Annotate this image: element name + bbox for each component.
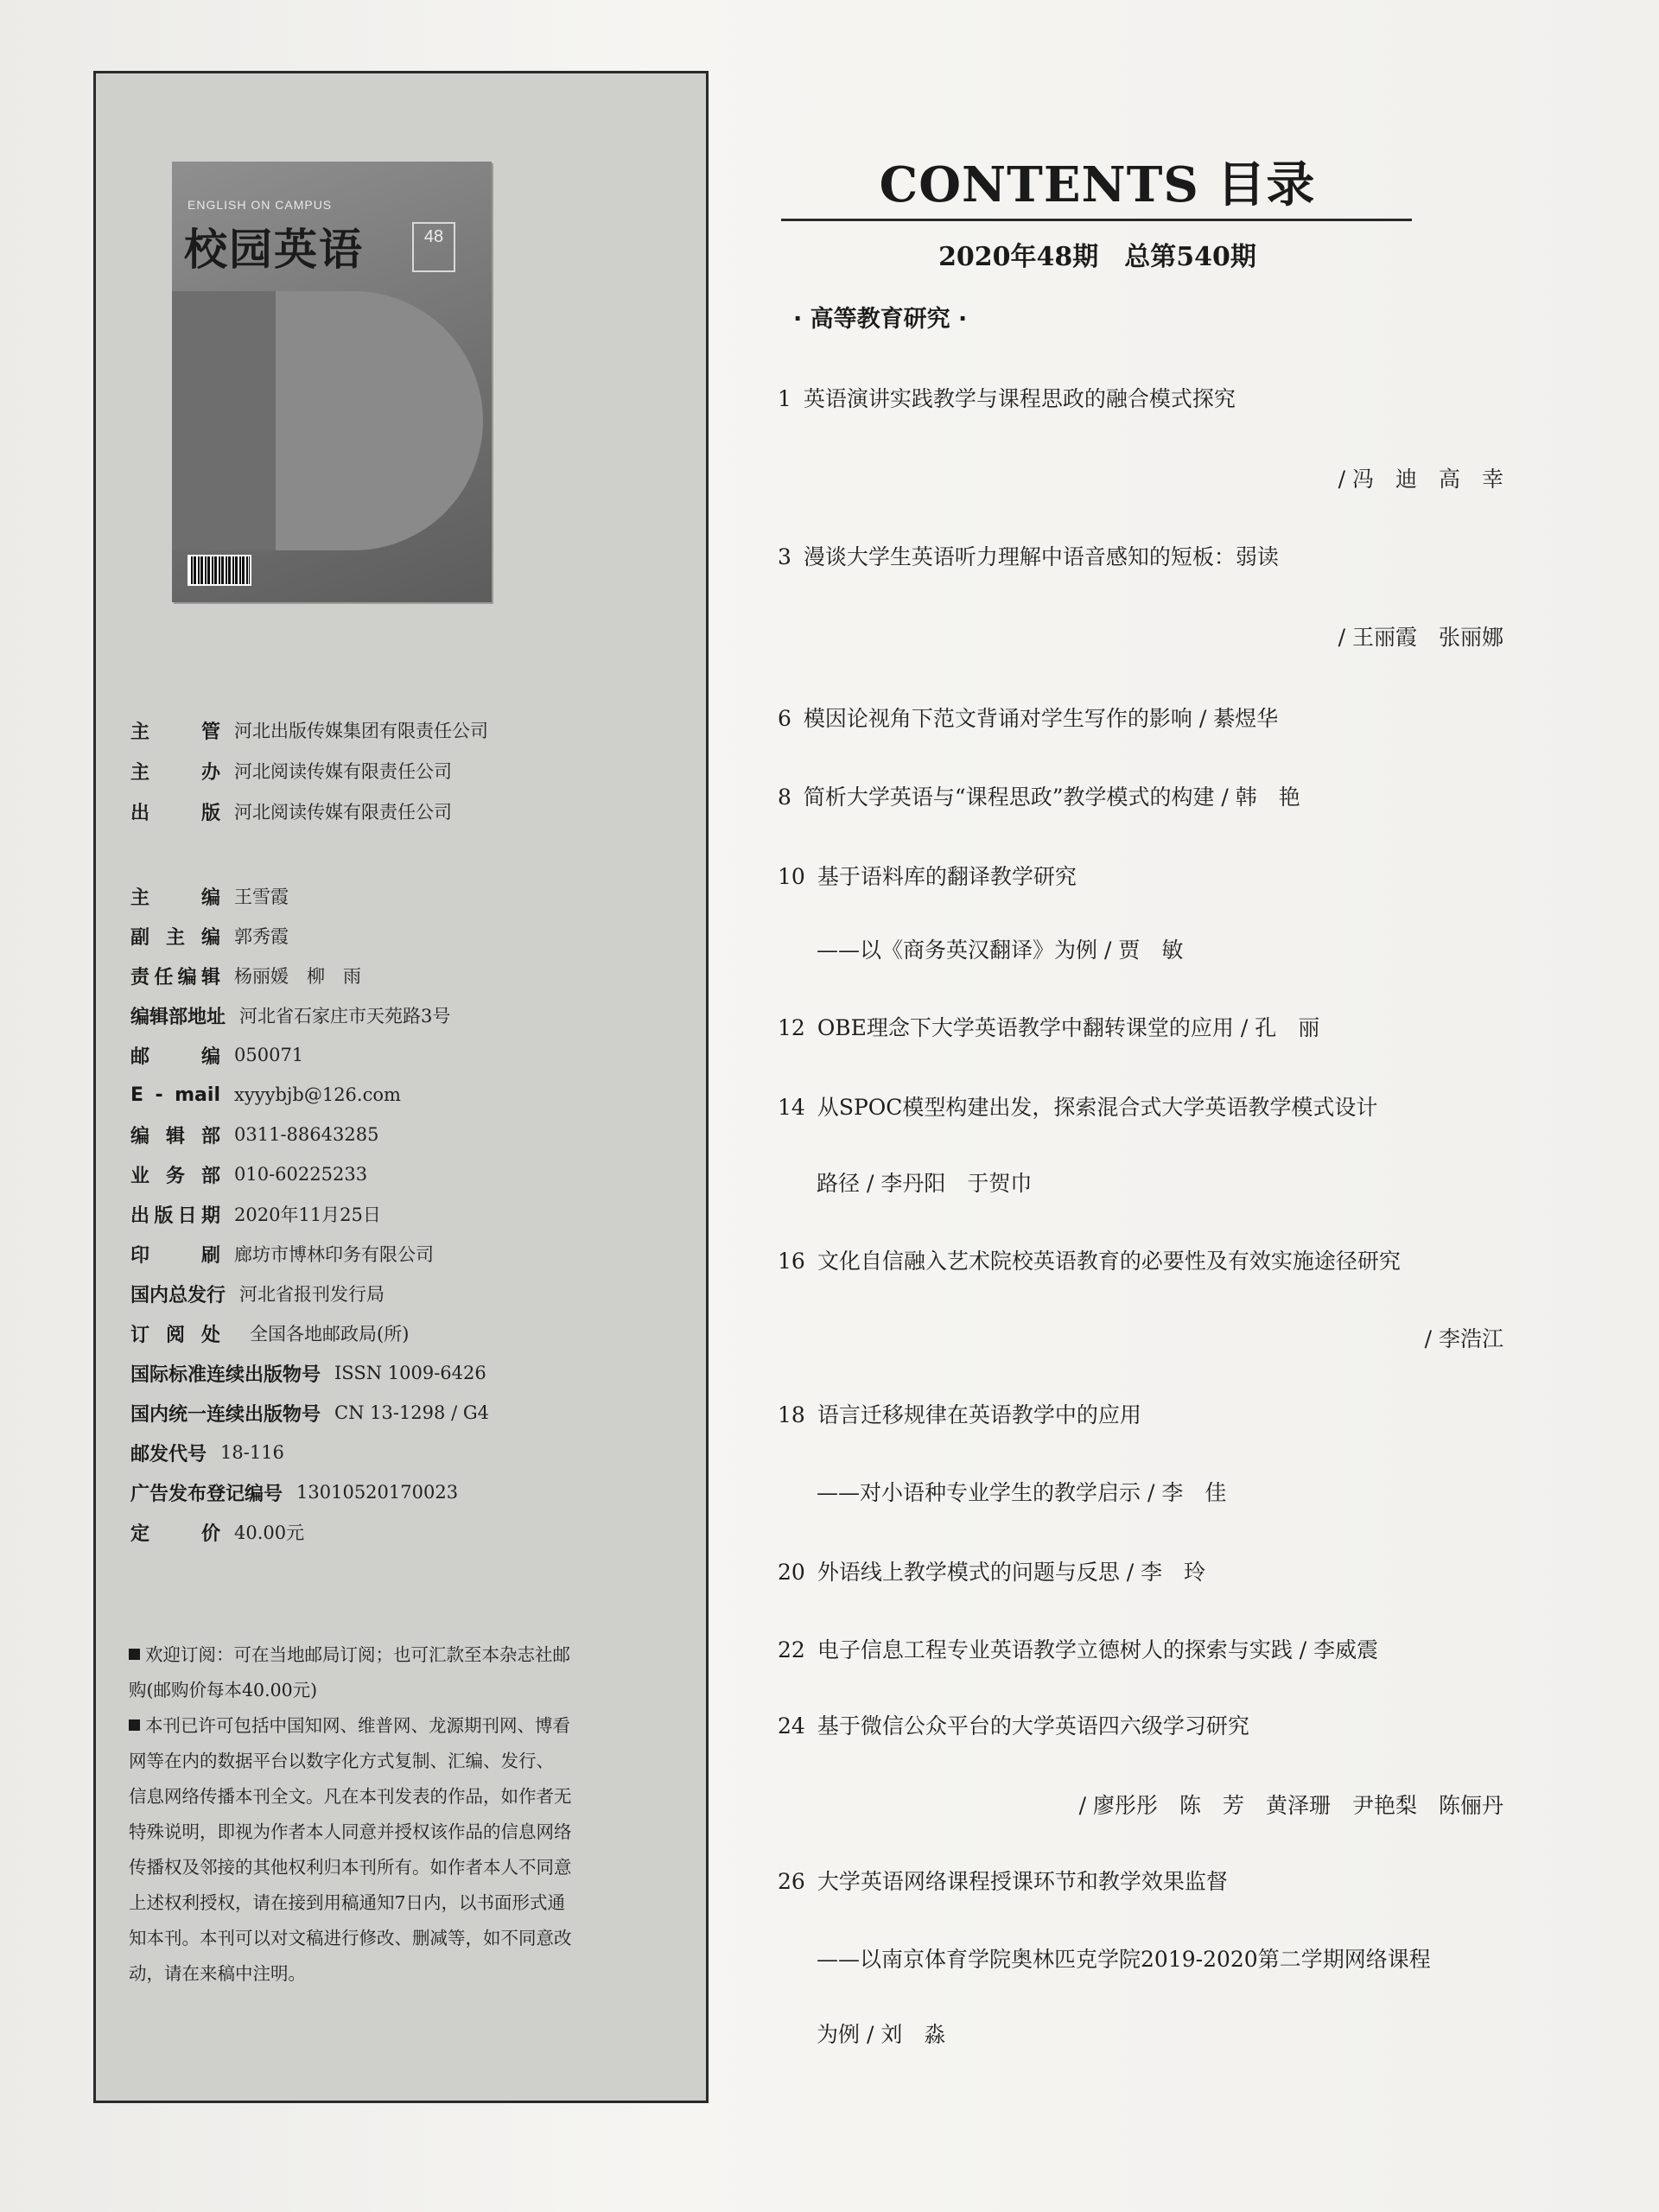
section-heading: · 高等教育研究 · xyxy=(793,306,968,333)
notice-line: 特殊说明，即视为作者本人同意并授权该作品的信息网络 xyxy=(129,1821,572,1842)
bullet-square-icon xyxy=(129,1719,140,1731)
masthead-label: 定 价 xyxy=(130,1522,220,1545)
masthead-row xyxy=(130,879,289,913)
toc-title: 文化自信融入艺术院校英语教育的必要性及有效实施途径研究 xyxy=(817,1249,1401,1274)
cover-title: 校园英语 xyxy=(184,225,364,275)
toc-page-number: 8 xyxy=(778,785,791,810)
toc-continuation: ——以南京体育学院奥林匹克学院2019-2020第二学期网络课程 xyxy=(817,1947,1431,1972)
toc-entry[interactable] xyxy=(778,1090,1377,1122)
masthead-value: 050071 xyxy=(234,1045,304,1065)
masthead-label: 编辑部地址 xyxy=(130,1006,226,1028)
toc-author: / 冯 迪 高 幸 xyxy=(1338,467,1503,492)
toc-page-number: 14 xyxy=(778,1095,805,1120)
masthead-value: ISSN 1009-6426 xyxy=(334,1363,486,1383)
notice-text xyxy=(129,1637,682,1992)
notice-line: 购(邮购价每本40.00元) xyxy=(129,1680,318,1700)
toc-page-number: 18 xyxy=(778,1402,805,1427)
masthead-row xyxy=(130,1395,489,1430)
masthead-value: 河北出版传媒集团有限责任公司 xyxy=(234,721,488,741)
cover-issue-number: 48 xyxy=(412,222,455,272)
masthead-label: 国内统一连续出版物号 xyxy=(130,1403,321,1426)
masthead-value: 河北阅读传媒有限责任公司 xyxy=(234,802,452,823)
toc-entry[interactable] xyxy=(778,1398,1141,1429)
cover-image xyxy=(172,162,492,602)
masthead-label: 主 管 xyxy=(130,721,220,743)
masthead-value: 河北省报刊发行局 xyxy=(239,1284,385,1305)
toc-page-number: 12 xyxy=(778,1015,805,1040)
masthead-label: 业 务 部 xyxy=(130,1165,220,1187)
masthead-value: 40.00元 xyxy=(234,1522,305,1543)
masthead-value: 王雪霞 xyxy=(234,887,289,907)
toc-title: 电子信息工程专业英语教学立德树人的探索与实践 / 李威震 xyxy=(817,1637,1379,1662)
masthead-label: 主 办 xyxy=(130,761,220,784)
masthead-label: 编 辑 部 xyxy=(130,1125,220,1147)
toc-page-number: 24 xyxy=(778,1713,805,1738)
toc-title: 漫谈大学生英语听力理解中语音感知的短板：弱读 xyxy=(803,544,1279,569)
masthead-row xyxy=(130,1117,378,1152)
notice-text-span: 本刊已许可包括中国知网、维普网、龙源期刊网、博看 xyxy=(145,1715,570,1736)
notice-line xyxy=(129,1637,682,1673)
toc-entry[interactable] xyxy=(778,540,1279,571)
masthead-row xyxy=(130,958,361,993)
masthead-label: 邮 编 xyxy=(130,1046,220,1068)
masthead-label: 邮发代号 xyxy=(130,1443,207,1465)
toc-page-number: 3 xyxy=(778,544,791,569)
cover-kicker: ENGLISH ON CAMPUS xyxy=(188,198,333,212)
masthead-label: 出版日期 xyxy=(130,1205,220,1227)
masthead-value: 河北省石家庄市天苑路3号 xyxy=(239,1006,451,1027)
masthead-label: 主 编 xyxy=(130,887,220,909)
masthead-row xyxy=(130,1435,284,1470)
toc-title: 大学英语网络课程授课环节和教学效果监督 xyxy=(817,1869,1228,1894)
masthead-value: 杨丽媛 柳 雨 xyxy=(234,966,361,987)
masthead-label: 责任编辑 xyxy=(130,966,220,988)
masthead-label: 国内总发行 xyxy=(130,1284,226,1306)
toc-page-number: 26 xyxy=(778,1869,805,1894)
masthead-label: 出 版 xyxy=(130,802,220,824)
notice-line: 传播权及邻接的其他权利归本刊所有。如作者本人不同意 xyxy=(129,1857,572,1878)
masthead-row xyxy=(130,1038,303,1072)
toc-title: 从SPOC模型构建出发，探索混合式大学英语教学模式设计 xyxy=(817,1095,1378,1120)
toc-page-number: 20 xyxy=(778,1560,805,1585)
masthead-label: 副 主 编 xyxy=(130,926,220,949)
toc-page-number: 1 xyxy=(778,386,791,411)
masthead-row xyxy=(130,1077,401,1112)
contents-title: CONTENTS 目录 xyxy=(879,156,1316,213)
toc-entry[interactable] xyxy=(778,382,1236,413)
masthead-label: 订 阅 处 xyxy=(130,1324,220,1346)
toc-author: / 廖彤彤 陈 芳 黄泽珊 尹艳梨 陈俪丹 xyxy=(1078,1793,1503,1818)
title-divider xyxy=(781,219,1412,221)
notice-line: 信息网络传播本刊全文。凡在本刊发表的作品，如作者无 xyxy=(129,1786,572,1807)
masthead-row xyxy=(130,713,488,747)
cover-shape xyxy=(276,291,483,550)
masthead-row xyxy=(130,998,450,1033)
masthead-value: 2020年11月25日 xyxy=(234,1205,381,1225)
masthead-row xyxy=(130,1236,434,1271)
toc-entry[interactable] xyxy=(778,1633,1378,1664)
toc-page-number: 16 xyxy=(778,1249,805,1274)
notice-text-span: 欢迎订阅：可在当地邮局订阅；也可汇款至本杂志社邮 xyxy=(145,1644,570,1665)
masthead-row xyxy=(130,1276,385,1311)
toc-entry[interactable] xyxy=(778,1865,1228,1896)
toc-entry[interactable] xyxy=(778,1244,1401,1275)
masthead-value: CN 13-1298 / G4 xyxy=(334,1402,489,1423)
toc-continuation: ——以《商务英汉翻译》为例 / 贾 敏 xyxy=(817,938,1184,963)
masthead-row xyxy=(130,1316,409,1351)
toc-entry[interactable] xyxy=(778,1011,1319,1042)
masthead-label: 广告发布登记编号 xyxy=(130,1483,283,1505)
toc-page-number: 22 xyxy=(778,1637,805,1662)
toc-entry[interactable] xyxy=(778,780,1300,811)
toc-title: 语言迁移规律在英语教学中的应用 xyxy=(817,1402,1141,1427)
toc-title: 模因论视角下范文背诵对学生写作的影响 / 綦煜华 xyxy=(803,706,1279,731)
toc-author: / 王丽霞 张丽娜 xyxy=(1338,625,1503,650)
toc-entry[interactable] xyxy=(778,860,1077,891)
masthead-value: 全国各地邮政局(所) xyxy=(250,1324,410,1344)
masthead-row xyxy=(130,1197,381,1231)
toc-author: / 李浩江 xyxy=(1424,1326,1503,1351)
notice-line: 知本刊。本刊可以对文稿进行修改、删减等，如不同意改 xyxy=(129,1928,572,1948)
toc-continuation: 为例 / 刘 淼 xyxy=(817,2022,946,2047)
toc-continuation: ——对小语种专业学生的教学启示 / 李 佳 xyxy=(817,1480,1227,1505)
toc-page-number: 10 xyxy=(778,864,805,889)
masthead-row xyxy=(130,753,452,788)
masthead-value: 郭秀霞 xyxy=(234,926,289,947)
toc-title: 英语演讲实践教学与课程思政的融合模式探究 xyxy=(803,386,1236,411)
toc-title: 基于语料库的翻译教学研究 xyxy=(817,864,1077,889)
toc-page-number: 6 xyxy=(778,706,791,731)
masthead-value: 010-60225233 xyxy=(234,1164,368,1185)
masthead-value: xyyybjb@126.com xyxy=(234,1084,401,1105)
masthead-value: 13010520170023 xyxy=(296,1482,459,1503)
toc-entry[interactable] xyxy=(778,1555,1205,1586)
masthead-row xyxy=(130,1157,367,1192)
toc-entry[interactable] xyxy=(778,1709,1249,1740)
masthead-value: 河北阅读传媒有限责任公司 xyxy=(234,761,452,782)
masthead-label: E - mail xyxy=(130,1084,220,1106)
toc-title: 简析大学英语与“课程思政”教学模式的构建 / 韩 艳 xyxy=(803,785,1300,810)
masthead-row xyxy=(130,1356,486,1390)
notice-line xyxy=(129,1708,682,1744)
info-panel xyxy=(93,71,709,2103)
toc-title: OBE理念下大学英语教学中翻转课堂的应用 / 孔 丽 xyxy=(817,1015,1320,1040)
masthead-label: 国际标准连续出版物号 xyxy=(130,1363,321,1386)
bullet-square-icon xyxy=(129,1649,140,1660)
masthead-row xyxy=(130,1475,458,1510)
masthead-row xyxy=(130,918,289,953)
masthead-value: 廊坊市博林印务有限公司 xyxy=(234,1244,434,1265)
masthead-row xyxy=(130,1515,304,1549)
masthead-label: 印 刷 xyxy=(130,1244,220,1267)
masthead-value: 0311-88643285 xyxy=(234,1124,379,1145)
notice-line: 网等在内的数据平台以数字化方式复制、汇编、发行、 xyxy=(129,1751,554,1771)
barcode-icon xyxy=(188,555,251,586)
toc-continuation: 路径 / 李丹阳 于贺巾 xyxy=(817,1171,1033,1196)
masthead-row xyxy=(130,794,452,829)
toc-title: 基于微信公众平台的大学英语四六级学习研究 xyxy=(817,1713,1249,1738)
masthead-value: 18-116 xyxy=(220,1442,284,1463)
notice-line: 上述权利授权，请在接到用稿通知7日内，以书面形式通 xyxy=(129,1892,566,1913)
toc-title: 外语线上教学模式的问题与反思 / 李 玲 xyxy=(817,1560,1206,1585)
issue-line: 2020年48期 总第540期 xyxy=(938,242,1256,272)
toc-entry[interactable] xyxy=(778,702,1278,733)
notice-line: 动，请在来稿中注明。 xyxy=(129,1963,306,1984)
